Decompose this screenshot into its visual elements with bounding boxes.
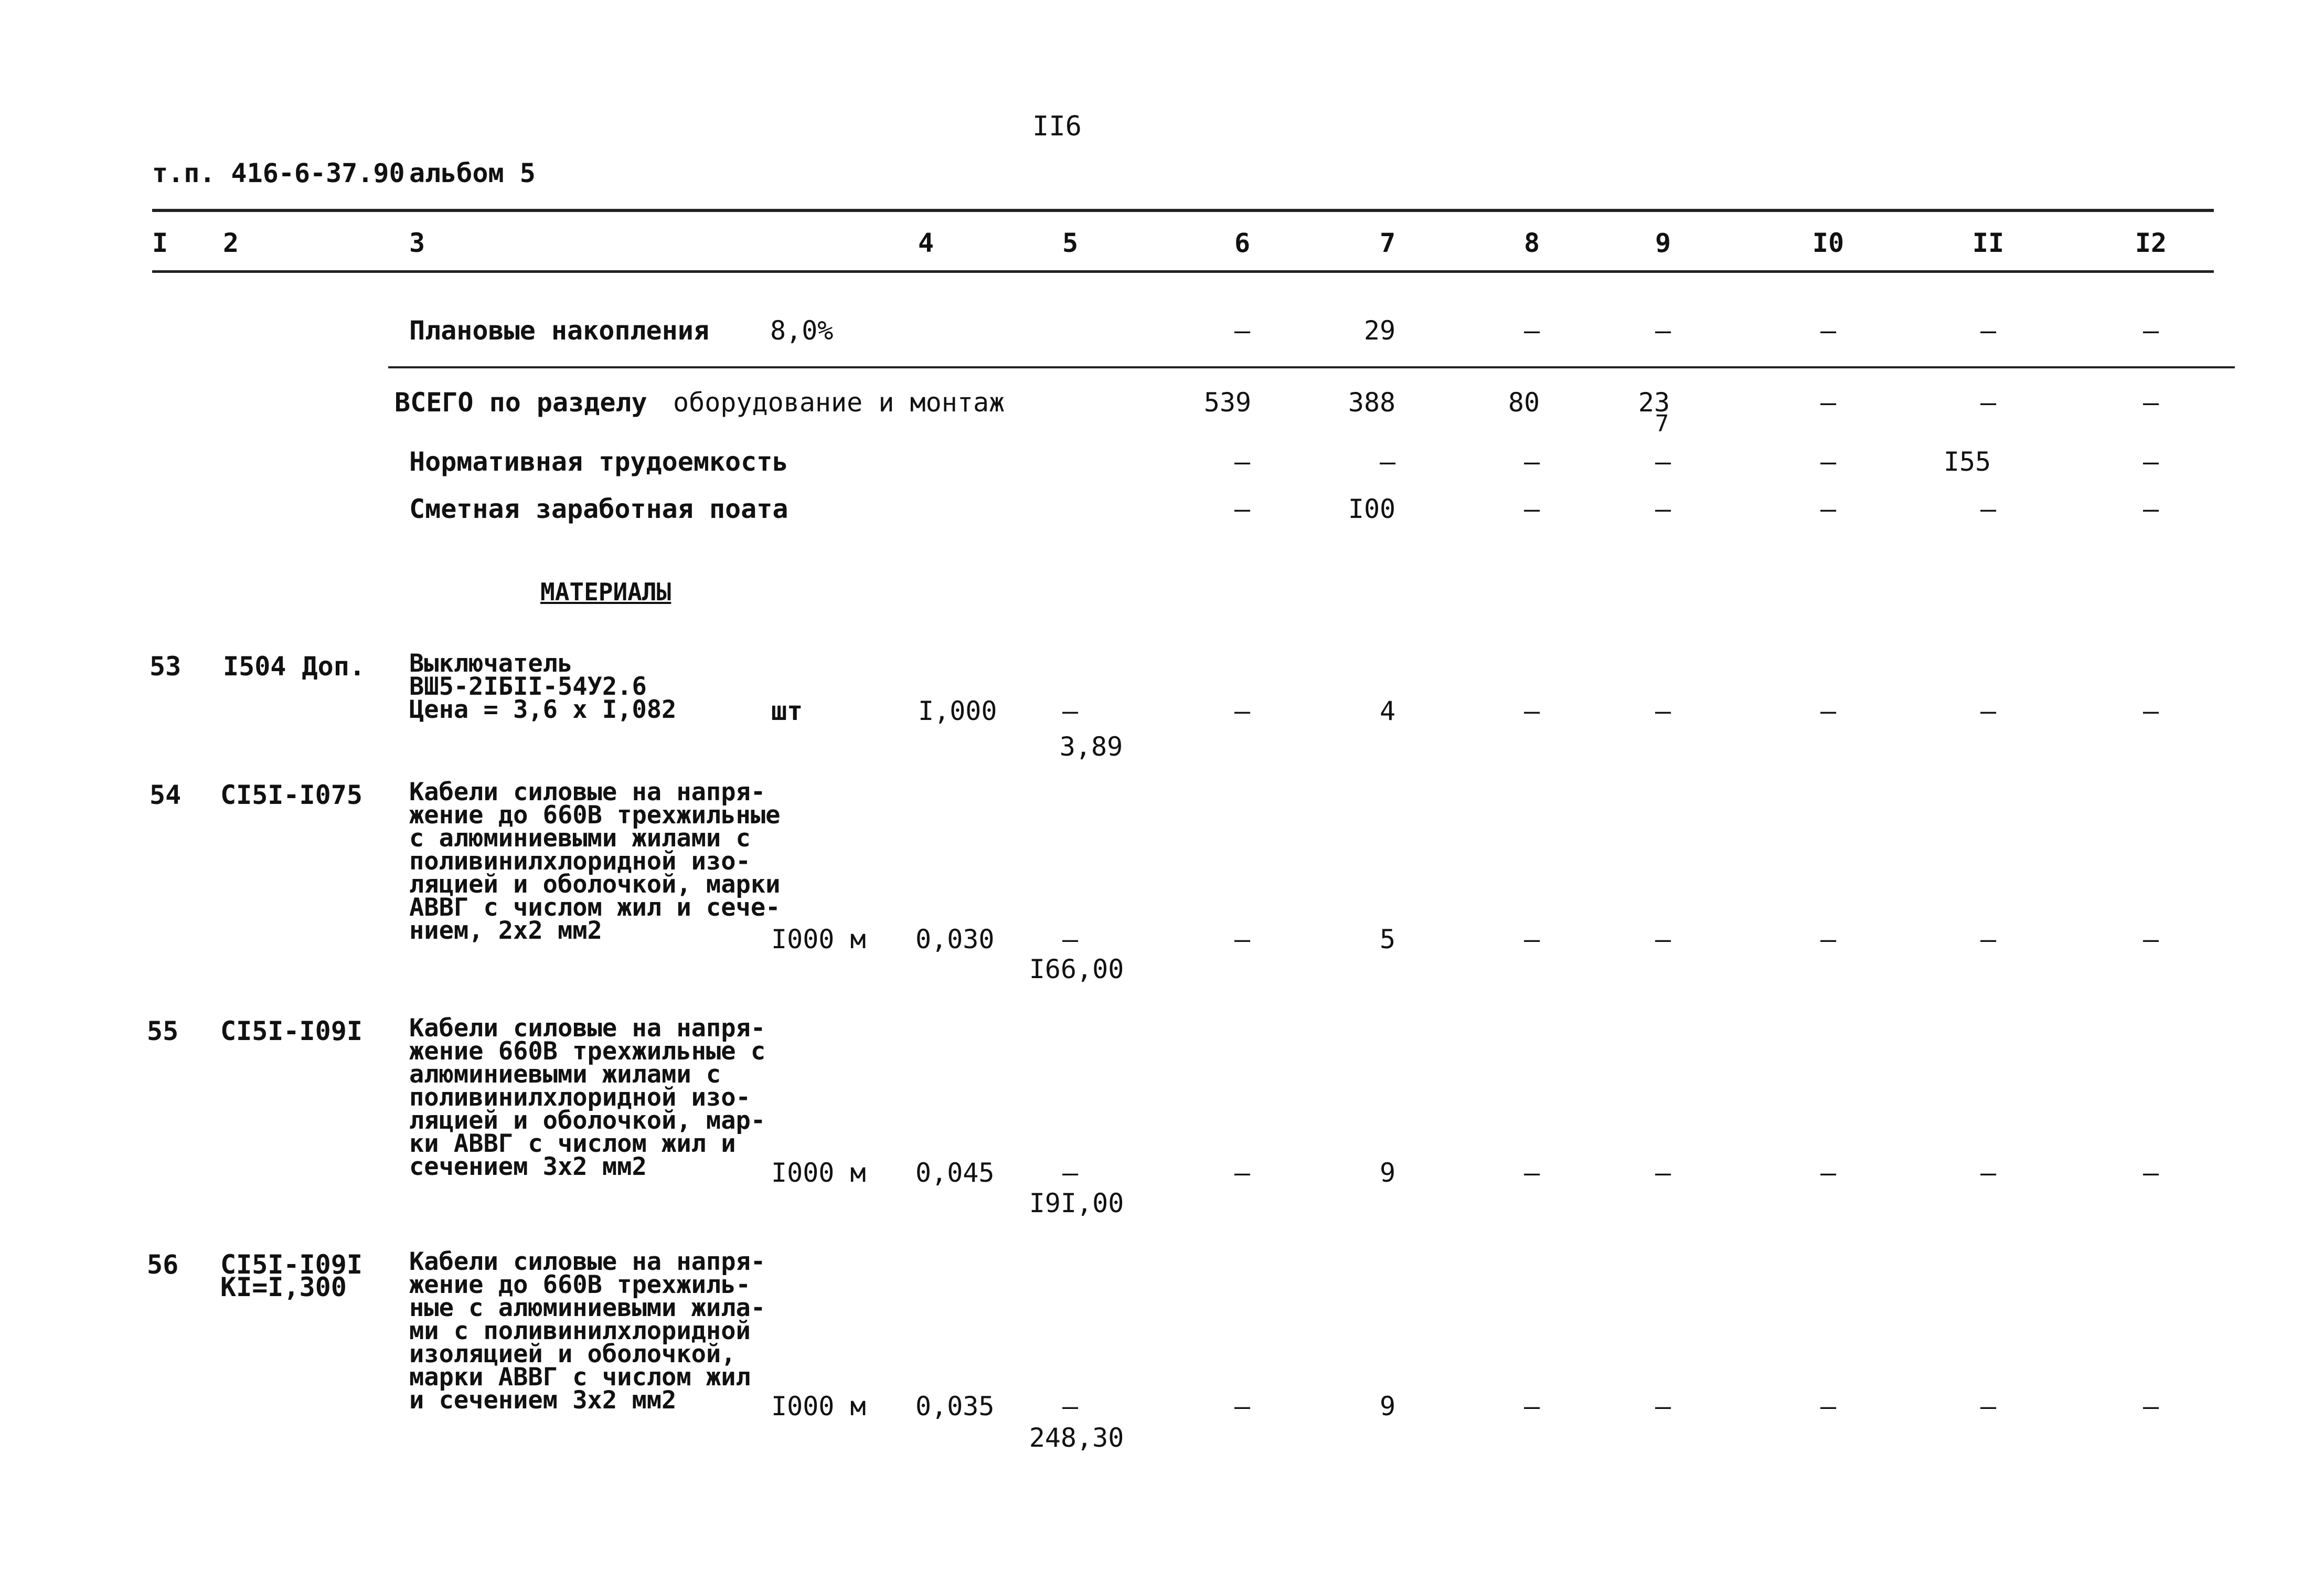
document-reference: т.п. 416-6-37.90 [152,158,405,188]
row-56-description: Кабели силовые на напря- жение до 660В трехжиль- ные с алюминиевыми жила- ми с поливинилхлоридной изоляцией и оболочкой, марки АВВГ с числом жил и сечением 3x2 мм2 [409,1247,766,1415]
page-number: II6 [1032,111,1082,142]
labor-c7: – [1379,447,1396,477]
column-header-12: I2 [2135,228,2167,258]
row-53-c11: – [1980,696,1997,726]
planned-c10: – [1820,315,1837,346]
planned-c11: – [1980,315,1997,346]
column-header-9: 9 [1655,228,1671,258]
row-54-c9: – [1655,924,1671,955]
wages-c10: – [1820,494,1837,524]
column-header-4: 4 [918,228,934,258]
row-56-c5-top: – [1062,1391,1079,1422]
row-54-quantity: 0,030 [915,924,995,955]
row-53-unit: шт [771,696,803,726]
planned-label: Плановые накопления [409,315,709,346]
row-55-c5-bottom: I9I,00 [1029,1188,1124,1218]
row-56-code: CI5I-I09I [220,1249,363,1280]
total-c9-top: 23 [1638,387,1670,418]
planned-c8: – [1523,315,1540,346]
row-56-c11: – [1980,1391,1997,1422]
row-54-c12: – [2142,924,2159,955]
wages-c11: – [1980,494,1997,524]
row-55-c7: 9 [1379,1158,1396,1188]
labor-label: Нормативная трудоемкость [409,447,788,477]
planned-c12: – [2142,315,2159,346]
row-53-c6: – [1234,696,1251,726]
wages-c9: – [1655,494,1671,524]
column-header-8: 8 [1523,228,1540,258]
total-c11: – [1980,387,1997,418]
row-55-c8: – [1523,1158,1540,1188]
row-53-number: 53 [150,651,182,682]
row-54-description: Кабели силовые на напря- жение до 660В трехжильные с алюминиевыми жилами с поливинилхлоридной изо- ляцией и оболочкой, марки АВВГ с числом жил и сече- нием, 2x2 мм2 [409,778,781,945]
album-label: альбом 5 [409,158,536,188]
materials-heading: МАТЕРИАЛЫ [540,578,671,606]
row-55-number: 55 [147,1016,179,1046]
row-56-c10: – [1820,1391,1837,1422]
total-c9-bottom: 7 [1655,410,1669,437]
row-54-c5-top: – [1062,924,1079,955]
row-54-unit: I000 м [771,924,866,955]
column-header-10: I0 [1812,228,1845,258]
row-56-c12: – [2142,1391,2159,1422]
wages-c6: – [1234,494,1251,524]
row-55-code: CI5I-I09I [220,1016,363,1046]
row-56-c9: – [1655,1391,1671,1422]
total-section-name: оборудование и монтаж [673,387,1005,418]
column-header-3: 3 [409,228,425,258]
planned-c7: 29 [1363,315,1396,346]
row-55-unit: I000 м [771,1158,866,1188]
row-53-c9: – [1655,696,1671,726]
row-54-c7: 5 [1379,924,1396,955]
total-c10: – [1820,387,1837,418]
row-55-quantity: 0,045 [915,1158,995,1188]
labor-c10: – [1820,447,1837,477]
column-header-6: 6 [1234,228,1251,258]
row-53-c10: – [1820,696,1837,726]
row-55-description: Кабели силовые на напря- жение 660В трехжильные с алюминиевыми жилами с поливинилхлоридной изо- ляцией и оболочкой, мар- ки АВВГ с числом жил и сечением 3x2 мм2 [409,1014,766,1181]
row-54-number: 54 [150,780,182,810]
column-header-11: II [1972,228,2005,258]
row-56-c8: – [1523,1391,1540,1422]
labor-c6: – [1234,447,1251,477]
row-54-c8: – [1523,924,1540,955]
row-53-c8: – [1523,696,1540,726]
wages-label: Сметная заработная поата [409,494,788,524]
row-54-c10: – [1820,924,1837,955]
total-c7: 388 [1348,387,1396,418]
row-55-c5-top: – [1062,1158,1079,1188]
column-header-7: 7 [1379,228,1396,258]
row-55-c6: – [1234,1158,1251,1188]
row-56-quantity: 0,035 [915,1391,995,1422]
row-54-c5-bottom: I66,00 [1029,954,1124,984]
column-header-2: 2 [223,228,239,258]
row-56-c6: – [1234,1391,1251,1422]
total-c8: 80 [1508,387,1540,418]
row-55-c10: – [1820,1158,1837,1188]
total-c12: – [2142,387,2159,418]
row-55-c12: – [2142,1158,2159,1188]
row-56-c7: 9 [1379,1391,1396,1422]
row-56-number: 56 [147,1249,179,1280]
total-label: ВСЕГО по разделу [395,387,647,418]
header-rule-bottom [152,270,2214,273]
row-56-coefficient: KI=I,300 [220,1272,347,1302]
row-53-code: I504 Доп. [223,651,365,682]
planned-c9: – [1655,315,1671,346]
row-53-c12: – [2142,696,2159,726]
row-54-code: CI5I-I075 [220,780,363,810]
row-54-c6: – [1234,924,1251,955]
column-header-5: 5 [1062,228,1079,258]
planned-percent: 8,0% [770,315,834,346]
row-53-c5-top: – [1062,696,1079,726]
row-55-c9: – [1655,1158,1671,1188]
row-56-c5-bottom: 248,30 [1029,1423,1124,1453]
row-53-description: Выключатель ВШ5-2IБII-54У2.6 Цена = 3,6 x I,082 [409,649,677,724]
row-53-c5-bottom: 3,89 [1059,731,1123,762]
row-55-c11: – [1980,1158,1997,1188]
planned-c6: – [1234,315,1251,346]
row-56-unit: I000 м [771,1391,866,1422]
wages-c8: – [1523,494,1540,524]
labor-c9: – [1655,447,1671,477]
labor-c11: I55 [1943,447,1991,477]
wages-c12: – [2142,494,2159,524]
total-c6: 539 [1203,387,1252,418]
row-53-c7: 4 [1379,696,1396,726]
labor-c8: – [1523,447,1540,477]
row-53-quantity: I,000 [918,696,997,726]
column-header-1: I [152,228,168,258]
section-rule [388,366,2235,368]
row-54-c11: – [1980,924,1997,955]
labor-c12: – [2142,447,2159,477]
header-rule-top [152,209,2214,212]
wages-c7: I00 [1348,494,1396,524]
